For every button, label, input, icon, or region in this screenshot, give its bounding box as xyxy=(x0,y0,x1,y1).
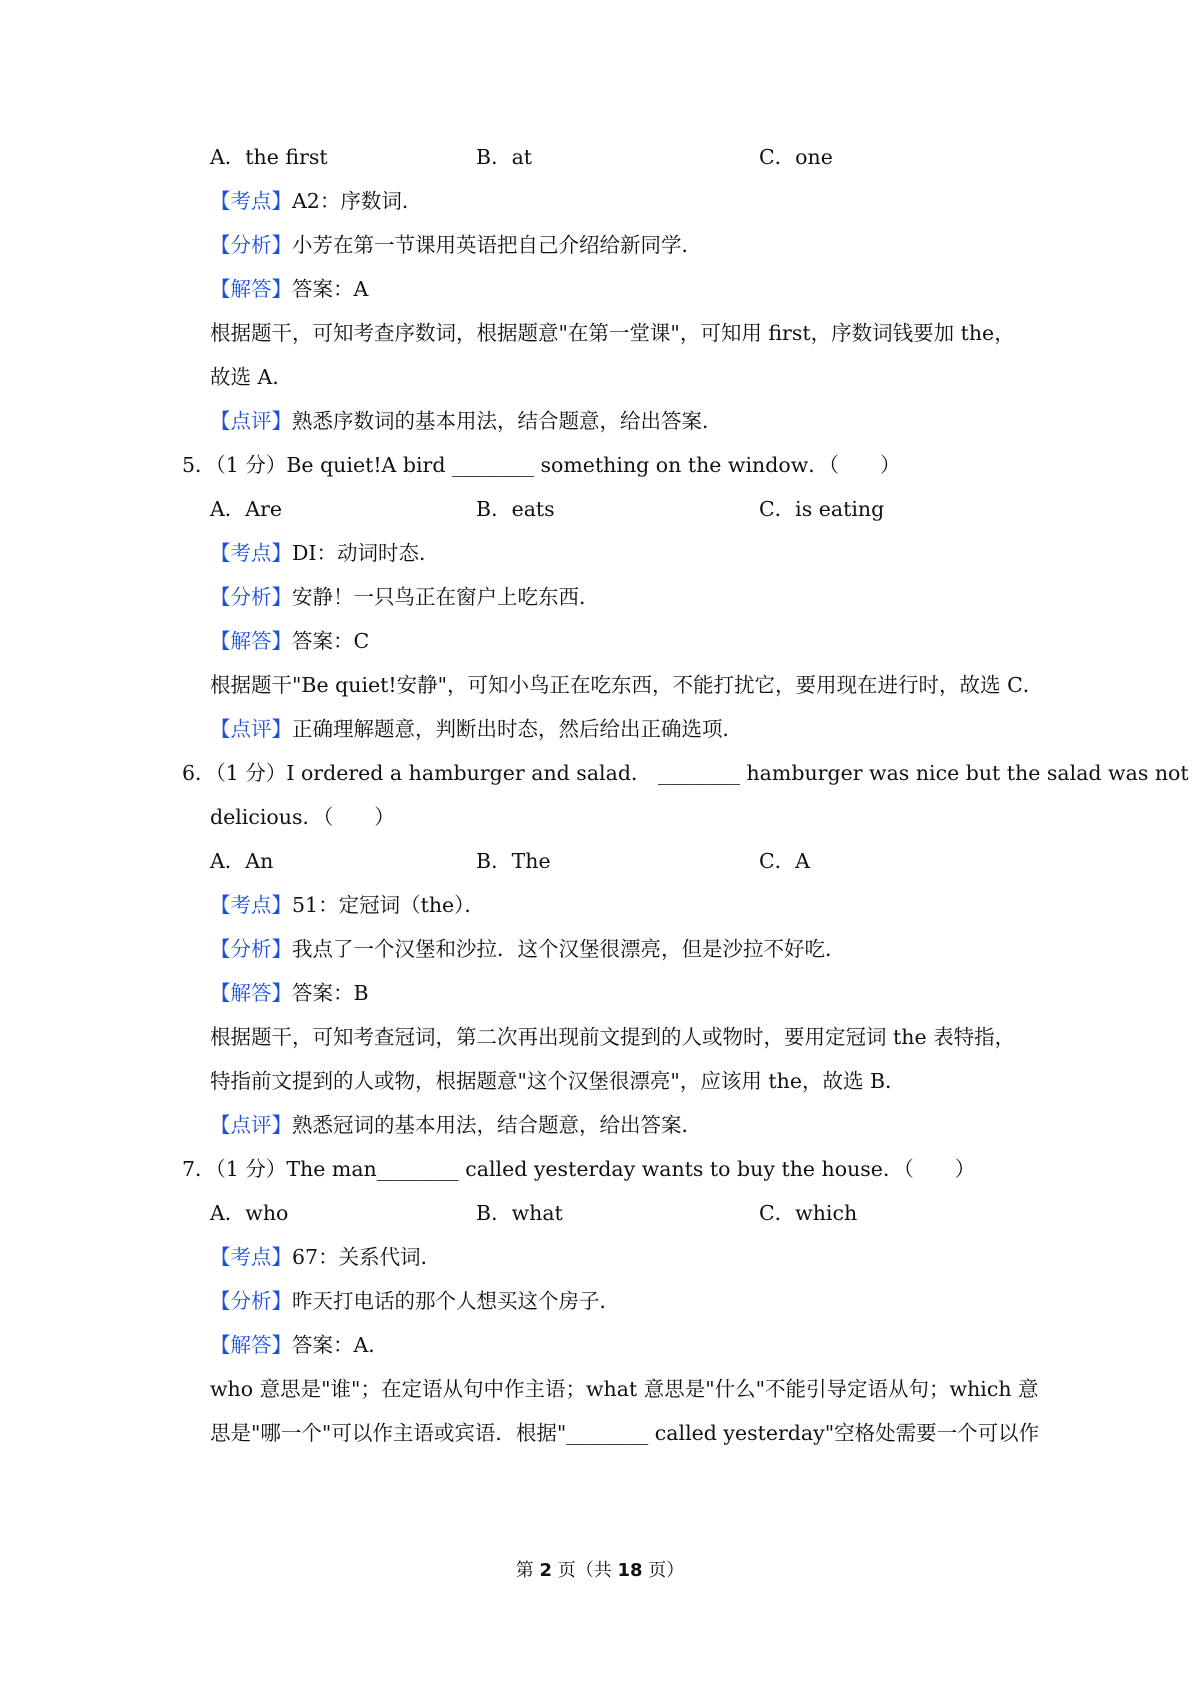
q4-option-c: C．one xyxy=(759,145,833,169)
q7-kaodian xyxy=(210,1242,441,1272)
q7-option-c: C．which xyxy=(759,1201,858,1225)
fenxi-text: 小芳在第一节课用英语把自己介绍给新同学． xyxy=(292,233,702,257)
jieda-text: 答案：A xyxy=(292,277,369,301)
kaodian-tag: 【考点】 xyxy=(210,541,292,565)
q6-option-a: A．An xyxy=(210,849,274,873)
q5-kaodian xyxy=(210,538,440,568)
q4-explain-line-1: 根据题干，可知考查序数词，根据题意"在第一堂课"，可知用 first，序数词钱要加 the， xyxy=(210,321,1015,345)
q6-option-c: C．A xyxy=(759,849,810,873)
q6-jieda xyxy=(210,978,369,1008)
q4-option-b: B．at xyxy=(476,145,533,169)
jieda-tag: 【解答】 xyxy=(210,1333,292,1357)
q6-explain-line-1: 根据题干，可知考查冠词，第二次再出现前文提到的人或物时，要用定冠词 the 表特指， xyxy=(210,1025,1016,1049)
q4-explain-line-2: 故选 A． xyxy=(210,365,293,389)
kaodian-tag: 【考点】 xyxy=(210,1245,292,1269)
q4-kaodian xyxy=(210,186,422,216)
jieda-tag: 【解答】 xyxy=(210,981,292,1005)
fenxi-tag: 【分析】 xyxy=(210,937,292,961)
q7-explain-line-1: who 意思是"谁"；在定语从句中作主语；what 意思是"什么"不能引导定语从句；which 意 xyxy=(210,1377,1039,1401)
q6-stem-line-1: 6．（1 分）I ordered a hamburger and salad． ________ hamburger was nice but the salad was not xyxy=(182,761,1189,785)
fenxi-text: 安静！一只鸟正在窗户上吃东西． xyxy=(292,585,600,609)
jieda-tag: 【解答】 xyxy=(210,629,292,653)
q7-fenxi xyxy=(210,1286,620,1316)
jieda-tag: 【解答】 xyxy=(210,277,292,301)
fenxi-text: 我点了一个汉堡和沙拉．这个汉堡很漂亮，但是沙拉不好吃． xyxy=(292,937,846,961)
dianping-text: 熟悉序数词的基本用法，结合题意，给出答案． xyxy=(292,409,723,433)
q7-option-b: B．what xyxy=(476,1201,563,1225)
q5-dianping xyxy=(210,714,743,744)
q6-explain-line-2: 特指前文提到的人或物，根据题意"这个汉堡很漂亮"，应该用 the，故选 B． xyxy=(210,1069,906,1093)
q4-fenxi xyxy=(210,230,702,260)
jieda-text: 答案：B xyxy=(292,981,369,1005)
fenxi-tag: 【分析】 xyxy=(210,233,292,257)
footer-total-pages: 18 xyxy=(617,1560,643,1581)
q5-fenxi xyxy=(210,582,600,612)
fenxi-tag: 【分析】 xyxy=(210,1289,292,1313)
kaodian-tag: 【考点】 xyxy=(210,189,292,213)
page-footer xyxy=(0,1558,1200,1584)
kaodian-text: DI：动词时态． xyxy=(292,541,440,565)
dianping-tag: 【点评】 xyxy=(210,409,292,433)
kaodian-text: A2：序数词． xyxy=(292,189,423,213)
jieda-text: 答案：C xyxy=(292,629,370,653)
q7-stem: 7．（1 分）The man________ called yesterday wants to buy the house．（ ） xyxy=(182,1157,976,1181)
q6-dianping xyxy=(210,1110,702,1140)
q6-stem-line-2: delicious．（ ） xyxy=(210,805,395,829)
q5-explain-line-1: 根据题干"Be quiet!安静"，可知小鸟正在吃东西，不能打扰它，要用现在进行时，故选 C． xyxy=(210,673,1044,697)
fenxi-text: 昨天打电话的那个人想买这个房子． xyxy=(292,1289,620,1313)
q6-option-b: B．The xyxy=(476,849,551,873)
footer-mid: 页（共 xyxy=(552,1560,618,1581)
q7-explain-line-2: 思是"哪一个"可以作主语或宾语．根据"________ called yesterday"空格处需要一个可以作 xyxy=(210,1421,1040,1445)
footer-page-number: 2 xyxy=(539,1560,552,1581)
kaodian-text: 51：定冠词（the）． xyxy=(292,893,485,917)
footer-prefix: 第 xyxy=(515,1560,540,1581)
q7-jieda xyxy=(210,1330,389,1360)
q7-option-a: A．who xyxy=(210,1201,289,1225)
q5-stem: 5．（1 分）Be quiet!A bird ________ something on the window．（ ） xyxy=(182,453,901,477)
kaodian-text: 67：关系代词． xyxy=(292,1245,442,1269)
dianping-tag: 【点评】 xyxy=(210,1113,292,1137)
fenxi-tag: 【分析】 xyxy=(210,585,292,609)
footer-suffix: 页） xyxy=(642,1560,685,1581)
q5-option-b: B．eats xyxy=(476,497,555,521)
q5-jieda xyxy=(210,626,369,656)
q5-option-c: C．is eating xyxy=(759,497,885,521)
dianping-tag: 【点评】 xyxy=(210,717,292,741)
dianping-text: 正确理解题意，判断出时态，然后给出正确选项． xyxy=(292,717,743,741)
q6-kaodian xyxy=(210,890,485,920)
q4-jieda xyxy=(210,274,368,304)
kaodian-tag: 【考点】 xyxy=(210,893,292,917)
q6-fenxi xyxy=(210,934,846,964)
jieda-text: 答案：A． xyxy=(292,1333,389,1357)
q4-dianping xyxy=(210,406,723,436)
q4-option-a: A．the first xyxy=(210,145,328,169)
q5-option-a: A．Are xyxy=(210,497,283,521)
dianping-text: 熟悉冠词的基本用法，结合题意，给出答案． xyxy=(292,1113,702,1137)
